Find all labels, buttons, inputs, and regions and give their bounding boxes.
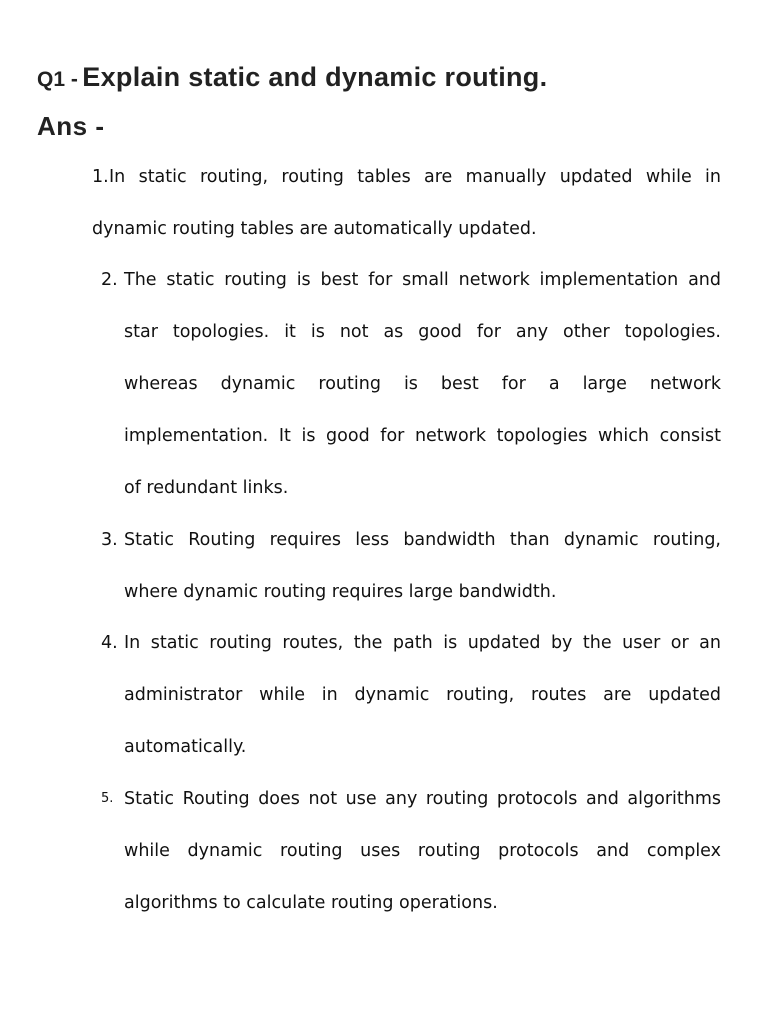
list-item-2-line-2: star topologies. it is not as good for any other topologies.: [124, 322, 721, 342]
list-item-3-marker: 3.: [101, 530, 118, 550]
list-item-5: [101, 773, 721, 929]
question-number: Q1 -: [37, 68, 78, 91]
list-item-5-line-1: Static Routing does not use any routing protocols and algorithms: [124, 789, 721, 809]
list-item-2-line-1: The static routing is best for small network implementation and: [124, 270, 721, 290]
list-item-3-line-2: where dynamic routing requires large bandwidth.: [124, 582, 557, 602]
list-item-2: [101, 254, 721, 514]
list-item-2-line-4: implementation. It is good for network topologies which consist: [124, 426, 721, 446]
list-item-5-line-3: algorithms to calculate routing operations.: [124, 893, 498, 913]
list-item-2-line-5: of redundant links.: [124, 478, 289, 498]
list-item-4-line-1: In static routing routes, the path is updated by the user or an: [124, 633, 721, 653]
list-item-4-line-2: administrator while in dynamic routing, routes are updated: [124, 685, 721, 705]
question-text: Explain static and dynamic routing.: [82, 62, 548, 92]
list-item-1-text-1: In static routing, routing tables are manually updated while in: [109, 167, 721, 187]
list-item-4-line-3: automatically.: [124, 737, 247, 757]
list-item-2-line-3: whereas dynamic routing is best for a large network: [124, 374, 721, 394]
list-item-4: [101, 617, 721, 773]
list-item-1-marker: 1.: [92, 167, 109, 187]
list-item-2-marker: 2.: [101, 270, 118, 290]
answer-label: Ans -: [37, 111, 105, 141]
list-item-4-marker: 4.: [101, 633, 118, 653]
list-item-5-line-2: while dynamic routing uses routing protocols and complex: [124, 841, 721, 861]
list-item-5-marker: 5.: [101, 791, 114, 806]
list-item-1-line-2: dynamic routing tables are automatically updated.: [92, 219, 537, 239]
list-item-1: [92, 151, 721, 255]
list-item-1-line-1: [92, 151, 721, 203]
question-heading: [37, 62, 547, 93]
list-item-3: [101, 514, 721, 618]
list-item-3-line-1: Static Routing requires less bandwidth than dynamic routing,: [124, 530, 721, 550]
